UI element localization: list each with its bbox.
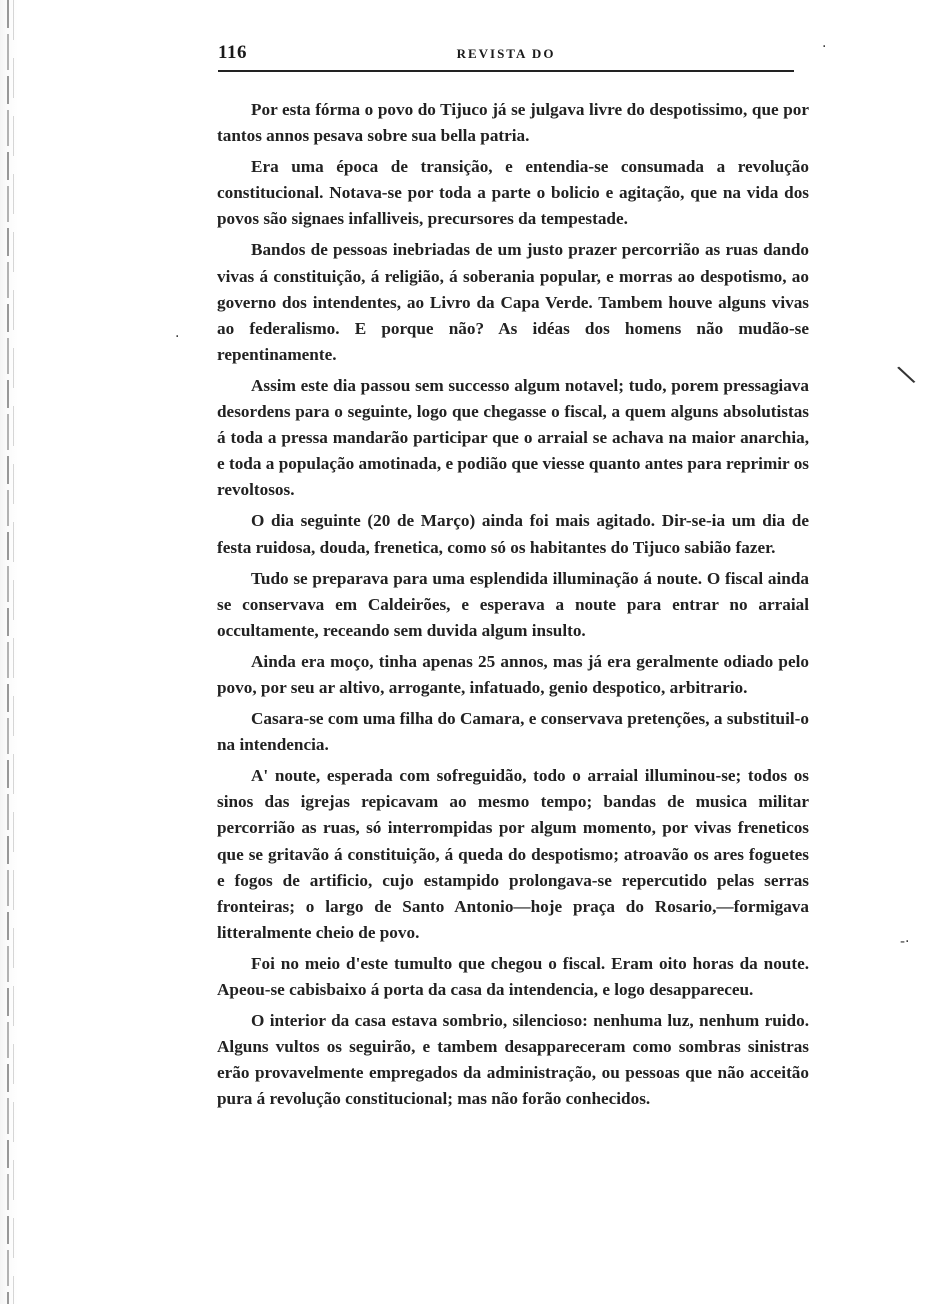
paragraph: Assim este dia passou sem successo algum notavel; tudo, porem pressagiava desordens para o seguinte, logo que chegasse o fiscal, a quem alguns absolutistas á toda a pressa mandarão participar que o arraial se achava na maior anarchia, e toda a população amotinada, e podião que viesse quanto antes para reprimir os revoltosos. bbox=[217, 375, 809, 500]
header-rule bbox=[218, 70, 794, 72]
paragraph: Tudo se preparava para uma esplendida illuminação á noute. O fiscal ainda se conservava em Caldeirões, e esperava a noute para entrar no arraial occultamente, receando sem duvida algum insulto. bbox=[217, 568, 809, 640]
paragraph: Era uma época de transição, e entendia-se consumada a revolução constitucional. Notava-se por toda a parte o bolicio e agitação, que na vida dos povos são signaes infalliveis, precursores da tempestade. bbox=[217, 157, 809, 229]
running-title: REVISTA DO bbox=[456, 46, 556, 61]
paragraph: O dia seguinte (20 de Março) ainda foi mais agitado. Dir-se-ia um dia de festa ruidosa, douda, frenetica, como só os habitantes do Tijuco sabião fazer. bbox=[217, 511, 809, 557]
scan-page-edge bbox=[0, 0, 18, 1304]
paragraph: Bandos de pessoas inebriadas de um justo prazer percorrião as ruas dando vivas á constituição, á religião, á soberania popular, e morras ao despotismo, ao governo dos intendentes, ao Livro da Capa Verde. Tambem houve alguns vivas ao federalismo. E porque não? As idéas dos homens não mudão-se repentinamente. bbox=[217, 240, 809, 364]
page-header bbox=[218, 40, 794, 70]
paragraph: Ainda era moço, tinha apenas 25 annos, mas já era geralmente odiado pelo povo, por seu ar altivo, arrogante, infatuado, genio despotico, arbitrario. bbox=[217, 651, 809, 697]
paragraph: Foi no meio d'este tumulto que chegou o fiscal. Eram oito horas da noute. Apeou-se cabisbaixo á porta da casa da intendencia, e logo desappareceu. bbox=[217, 953, 809, 999]
binding-edge-line bbox=[7, 0, 9, 1304]
paragraph: Por esta fórma o povo do Tijuco já se julgava livre do despotissimo, que por tantos annos pesava sobre sua bella patria. bbox=[217, 100, 809, 146]
stray-stroke-mark: \ bbox=[895, 359, 918, 391]
stray-dot-mark: -· bbox=[900, 934, 910, 950]
binding-edge-line-inner bbox=[13, 0, 14, 1304]
stray-dot-mark: · bbox=[175, 329, 180, 345]
paragraph: A' noute, esperada com sofreguidão, todo o arraial illuminou-se; todos os sinos das igrejas repicavam ao mesmo tempo; bandas de musica militar percorrião as ruas, só interrompidas por algum momento, por vivas freneticos que se gritavão á constituição, á queda do despotismo; atroavão os ares foguetes e fogos de artificio, cujo estampido prolongava-se repercutido pelas serras fronteiras; o largo de Santo Antonio—hoje praça do Rosario,—formigava litteralmente cheio de povo. bbox=[217, 766, 809, 942]
stray-dot-mark: · bbox=[822, 39, 827, 55]
body-text bbox=[217, 97, 809, 1117]
paragraph: O interior da casa estava sombrio, silencioso: nenhuma luz, nenhum ruido. Alguns vultos os seguirão, e tambem desappareceram como sombras sinistras erão provavelmente empregados da administração, ou pessoas que não acceitão pura á revolução constitucional; mas não forão conhecidos. bbox=[217, 1011, 809, 1109]
page-number: 116 bbox=[218, 42, 247, 63]
paragraph: Casara-se com uma filha do Camara, e conservava pretenções, a substituil-o na intendencia. bbox=[217, 709, 809, 755]
